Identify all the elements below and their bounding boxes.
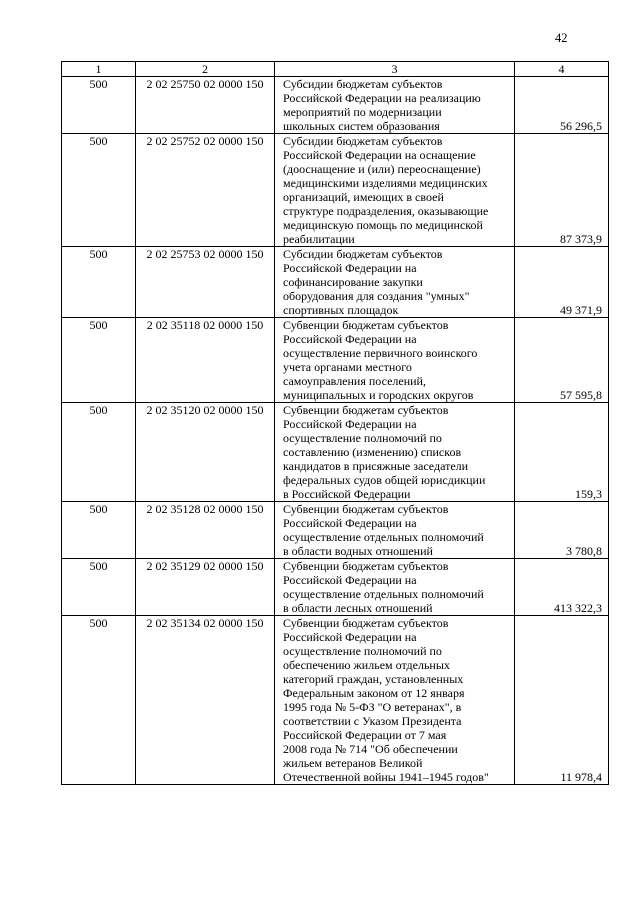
page-number: 42 bbox=[555, 31, 568, 45]
revenue-name-line: Субсидии бюджетам субъектов bbox=[283, 134, 443, 148]
revenue-name-line: (дооснащение и (или) переоснащение) bbox=[283, 162, 481, 176]
revenue-name-line: муниципальных и городских округов bbox=[283, 388, 474, 402]
revenue-code-cell: 2 02 35134 02 0000 150 bbox=[136, 616, 275, 785]
revenue-name-line: медицинскую помощь по медицинской bbox=[283, 218, 483, 232]
revenue-name-cell bbox=[275, 403, 515, 502]
revenue-name-line: Субвенции бюджетам субъектов bbox=[283, 616, 449, 630]
amount-cell: 3 780,8 bbox=[515, 502, 609, 559]
table-body bbox=[62, 77, 609, 785]
revenue-name-line: осуществление полномочий по bbox=[283, 431, 442, 445]
revenue-name-line: медицинскими изделиями медицинских bbox=[283, 176, 488, 190]
revenue-name-line: Субсидии бюджетам субъектов bbox=[283, 77, 443, 91]
column-header-2: 2 bbox=[136, 62, 275, 77]
admin-code-cell: 500 bbox=[62, 77, 136, 134]
admin-code-cell: 500 bbox=[62, 403, 136, 502]
table-row bbox=[62, 134, 609, 247]
revenue-code-cell: 2 02 25753 02 0000 150 bbox=[136, 247, 275, 318]
amount-cell: 11 978,4 bbox=[515, 616, 609, 785]
revenue-name-line: в области водных отношений bbox=[283, 544, 433, 558]
admin-code-cell: 500 bbox=[62, 247, 136, 318]
amount-cell: 49 371,9 bbox=[515, 247, 609, 318]
revenue-name-cell bbox=[275, 559, 515, 616]
revenue-name-line: Субвенции бюджетам субъектов bbox=[283, 403, 449, 417]
revenue-name-line: структуре подразделения, оказывающие bbox=[283, 204, 489, 218]
amount-cell: 413 322,3 bbox=[515, 559, 609, 616]
revenue-name-line: категорий граждан, установленных bbox=[283, 672, 464, 686]
revenue-name-line: Российской Федерации на bbox=[283, 417, 417, 431]
amount-cell: 159,3 bbox=[515, 403, 609, 502]
revenue-name-line: Субвенции бюджетам субъектов bbox=[283, 318, 449, 332]
table-row bbox=[62, 403, 609, 502]
revenue-name-line: составлению (изменению) списков bbox=[283, 445, 462, 459]
column-header-4: 4 bbox=[515, 62, 609, 77]
revenue-name-line: Российской Федерации на bbox=[283, 516, 417, 530]
revenue-name-line: Субвенции бюджетам субъектов bbox=[283, 502, 449, 516]
revenue-name-line: осуществление отдельных полномочий bbox=[283, 587, 484, 601]
table-header-row bbox=[62, 62, 609, 77]
table-row bbox=[62, 318, 609, 403]
table-row bbox=[62, 559, 609, 616]
table-row bbox=[62, 616, 609, 785]
revenue-name-line: самоуправления поселений, bbox=[283, 374, 426, 388]
revenue-name-line: софинансирование закупки bbox=[283, 275, 423, 289]
revenue-name-line: соответствии с Указом Президента bbox=[283, 714, 462, 728]
revenue-name-line: Российской Федерации на реализацию bbox=[283, 91, 481, 105]
amount-cell: 87 373,9 bbox=[515, 134, 609, 247]
revenue-name-line: Российской Федерации на bbox=[283, 573, 417, 587]
revenue-name-line: Российской Федерации от 7 мая bbox=[283, 728, 447, 742]
revenue-name-line: 2008 года № 714 "Об обеспечении bbox=[283, 742, 458, 756]
revenue-name-line: Федеральным законом от 12 января bbox=[283, 686, 465, 700]
column-header-1: 1 bbox=[62, 62, 136, 77]
revenue-name-line: Российской Федерации на bbox=[283, 332, 417, 346]
admin-code-cell: 500 bbox=[62, 318, 136, 403]
column-header-3: 3 bbox=[275, 62, 515, 77]
admin-code-cell: 500 bbox=[62, 502, 136, 559]
revenue-name-line: жильем ветеранов Великой bbox=[283, 756, 423, 770]
revenue-name-cell bbox=[275, 247, 515, 318]
revenue-code-cell: 2 02 35128 02 0000 150 bbox=[136, 502, 275, 559]
revenue-name-cell bbox=[275, 134, 515, 247]
revenue-name-line: осуществление полномочий по bbox=[283, 644, 442, 658]
revenue-name-line: в Российской Федерации bbox=[283, 487, 411, 501]
revenue-name-line: Субсидии бюджетам субъектов bbox=[283, 247, 443, 261]
revenue-name-cell bbox=[275, 502, 515, 559]
admin-code-cell: 500 bbox=[62, 134, 136, 247]
revenue-name-line: Российской Федерации на bbox=[283, 261, 417, 275]
revenue-name-cell bbox=[275, 616, 515, 785]
revenue-name-line: школьных систем образования bbox=[283, 119, 440, 133]
amount-cell: 56 296,5 bbox=[515, 77, 609, 134]
revenue-name-line: реабилитации bbox=[283, 232, 355, 246]
revenue-name-cell bbox=[275, 77, 515, 134]
admin-code-cell: 500 bbox=[62, 616, 136, 785]
revenue-name-line: мероприятий по модернизации bbox=[283, 105, 442, 119]
revenue-name-line: кандидатов в присяжные заседатели bbox=[283, 459, 469, 473]
table-row bbox=[62, 502, 609, 559]
revenue-name-line: осуществление отдельных полномочий bbox=[283, 530, 484, 544]
revenue-name-line: федеральных судов общей юрисдикции bbox=[283, 473, 486, 487]
revenue-name-line: Отечественной войны 1941–1945 годов" bbox=[283, 770, 489, 784]
revenue-code-cell: 2 02 35120 02 0000 150 bbox=[136, 403, 275, 502]
revenue-name-line: учета органами местного bbox=[283, 360, 412, 374]
revenue-name-line: обеспечению жильем отдельных bbox=[283, 658, 450, 672]
revenue-table bbox=[61, 61, 609, 785]
amount-cell: 57 595,8 bbox=[515, 318, 609, 403]
revenue-code-cell: 2 02 35118 02 0000 150 bbox=[136, 318, 275, 403]
revenue-name-cell bbox=[275, 318, 515, 403]
revenue-name-line: спортивных площадок bbox=[283, 303, 399, 317]
revenue-name-line: в области лесных отношений bbox=[283, 601, 433, 615]
revenue-name-line: Российской Федерации на bbox=[283, 630, 417, 644]
table-row bbox=[62, 77, 609, 134]
revenue-name-line: Российской Федерации на оснащение bbox=[283, 148, 476, 162]
revenue-name-line: осуществление первичного воинского bbox=[283, 346, 478, 360]
revenue-name-line: оборудования для создания "умных" bbox=[283, 289, 470, 303]
revenue-name-line: Субвенции бюджетам субъектов bbox=[283, 559, 449, 573]
revenue-code-cell: 2 02 35129 02 0000 150 bbox=[136, 559, 275, 616]
admin-code-cell: 500 bbox=[62, 559, 136, 616]
table-row bbox=[62, 247, 609, 318]
revenue-name-line: 1995 года № 5-ФЗ "О ветеранах", в bbox=[283, 700, 462, 714]
revenue-name-line: организаций, имеющих в своей bbox=[283, 190, 444, 204]
revenue-code-cell: 2 02 25752 02 0000 150 bbox=[136, 134, 275, 247]
revenue-code-cell: 2 02 25750 02 0000 150 bbox=[136, 77, 275, 134]
